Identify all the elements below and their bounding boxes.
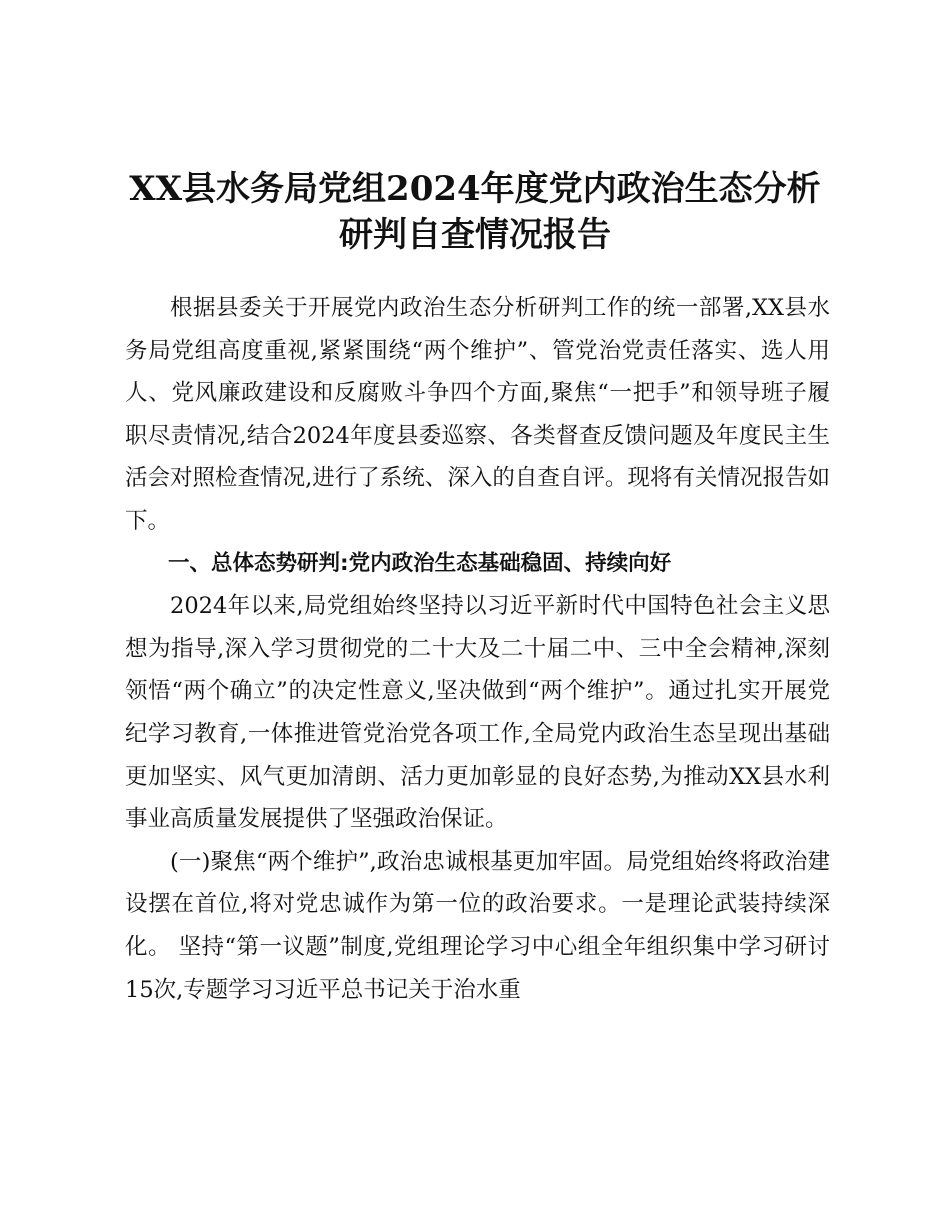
document-title [120,166,830,258]
overview-paragraph: 2024年以来,局党组始终坚持以习近平新时代中国特色社会主义思想为指导,深入学习贯彻党的二十大及二十届二中、三中全会精神,深刻领悟“两个确立”的决定性意义,坚决做到“两个维护”。通过扎实开展党纪学习教育,一体推进管党治党各项工作,全局党内政治生态呈现出基础更加坚实、风气更加清朗、活力更加彰显的良好态势,为推动XX县水利事业高质量发展提供了坚强政治保证。 [125,593,830,833]
subsection-paragraph-1: (一)聚焦“两个维护”,政治忠诚根基更加牢固。局党组始终将政治建设摆在首位,将对党忠诚作为第一位的政治要求。一是理论武装持续深化。 坚持“第一议题”制度,党组理论学习中心组全年组织集中学习研讨15次,专题学习习近平总书记关于治水重 [125,848,830,1003]
title-line-1: XX县水务局党组2024年度党内政治生态分析 [129,169,821,209]
section-heading-1: 一、总体态势研判:党内政治生态基础稳固、持续向好 [168,550,672,576]
intro-paragraph: 根据县委关于开展党内政治生态分析研判工作的统一部署,XX县水务局党组高度重视,紧紧围绕“两个维护”、管党治党责任落实、选人用人、党风廉政建设和反腐败斗争四个方面,聚焦“一把手”和领导班子履职尽责情况,结合2024年度县委巡察、各类督查反馈问题及年度民主生活会对照检查情况,进行了系统、深入的自查自评。现将有关情况报告如下。 [125,295,830,534]
title-line-2: 研判自查情况报告 [339,215,611,255]
document-body [125,287,830,1011]
